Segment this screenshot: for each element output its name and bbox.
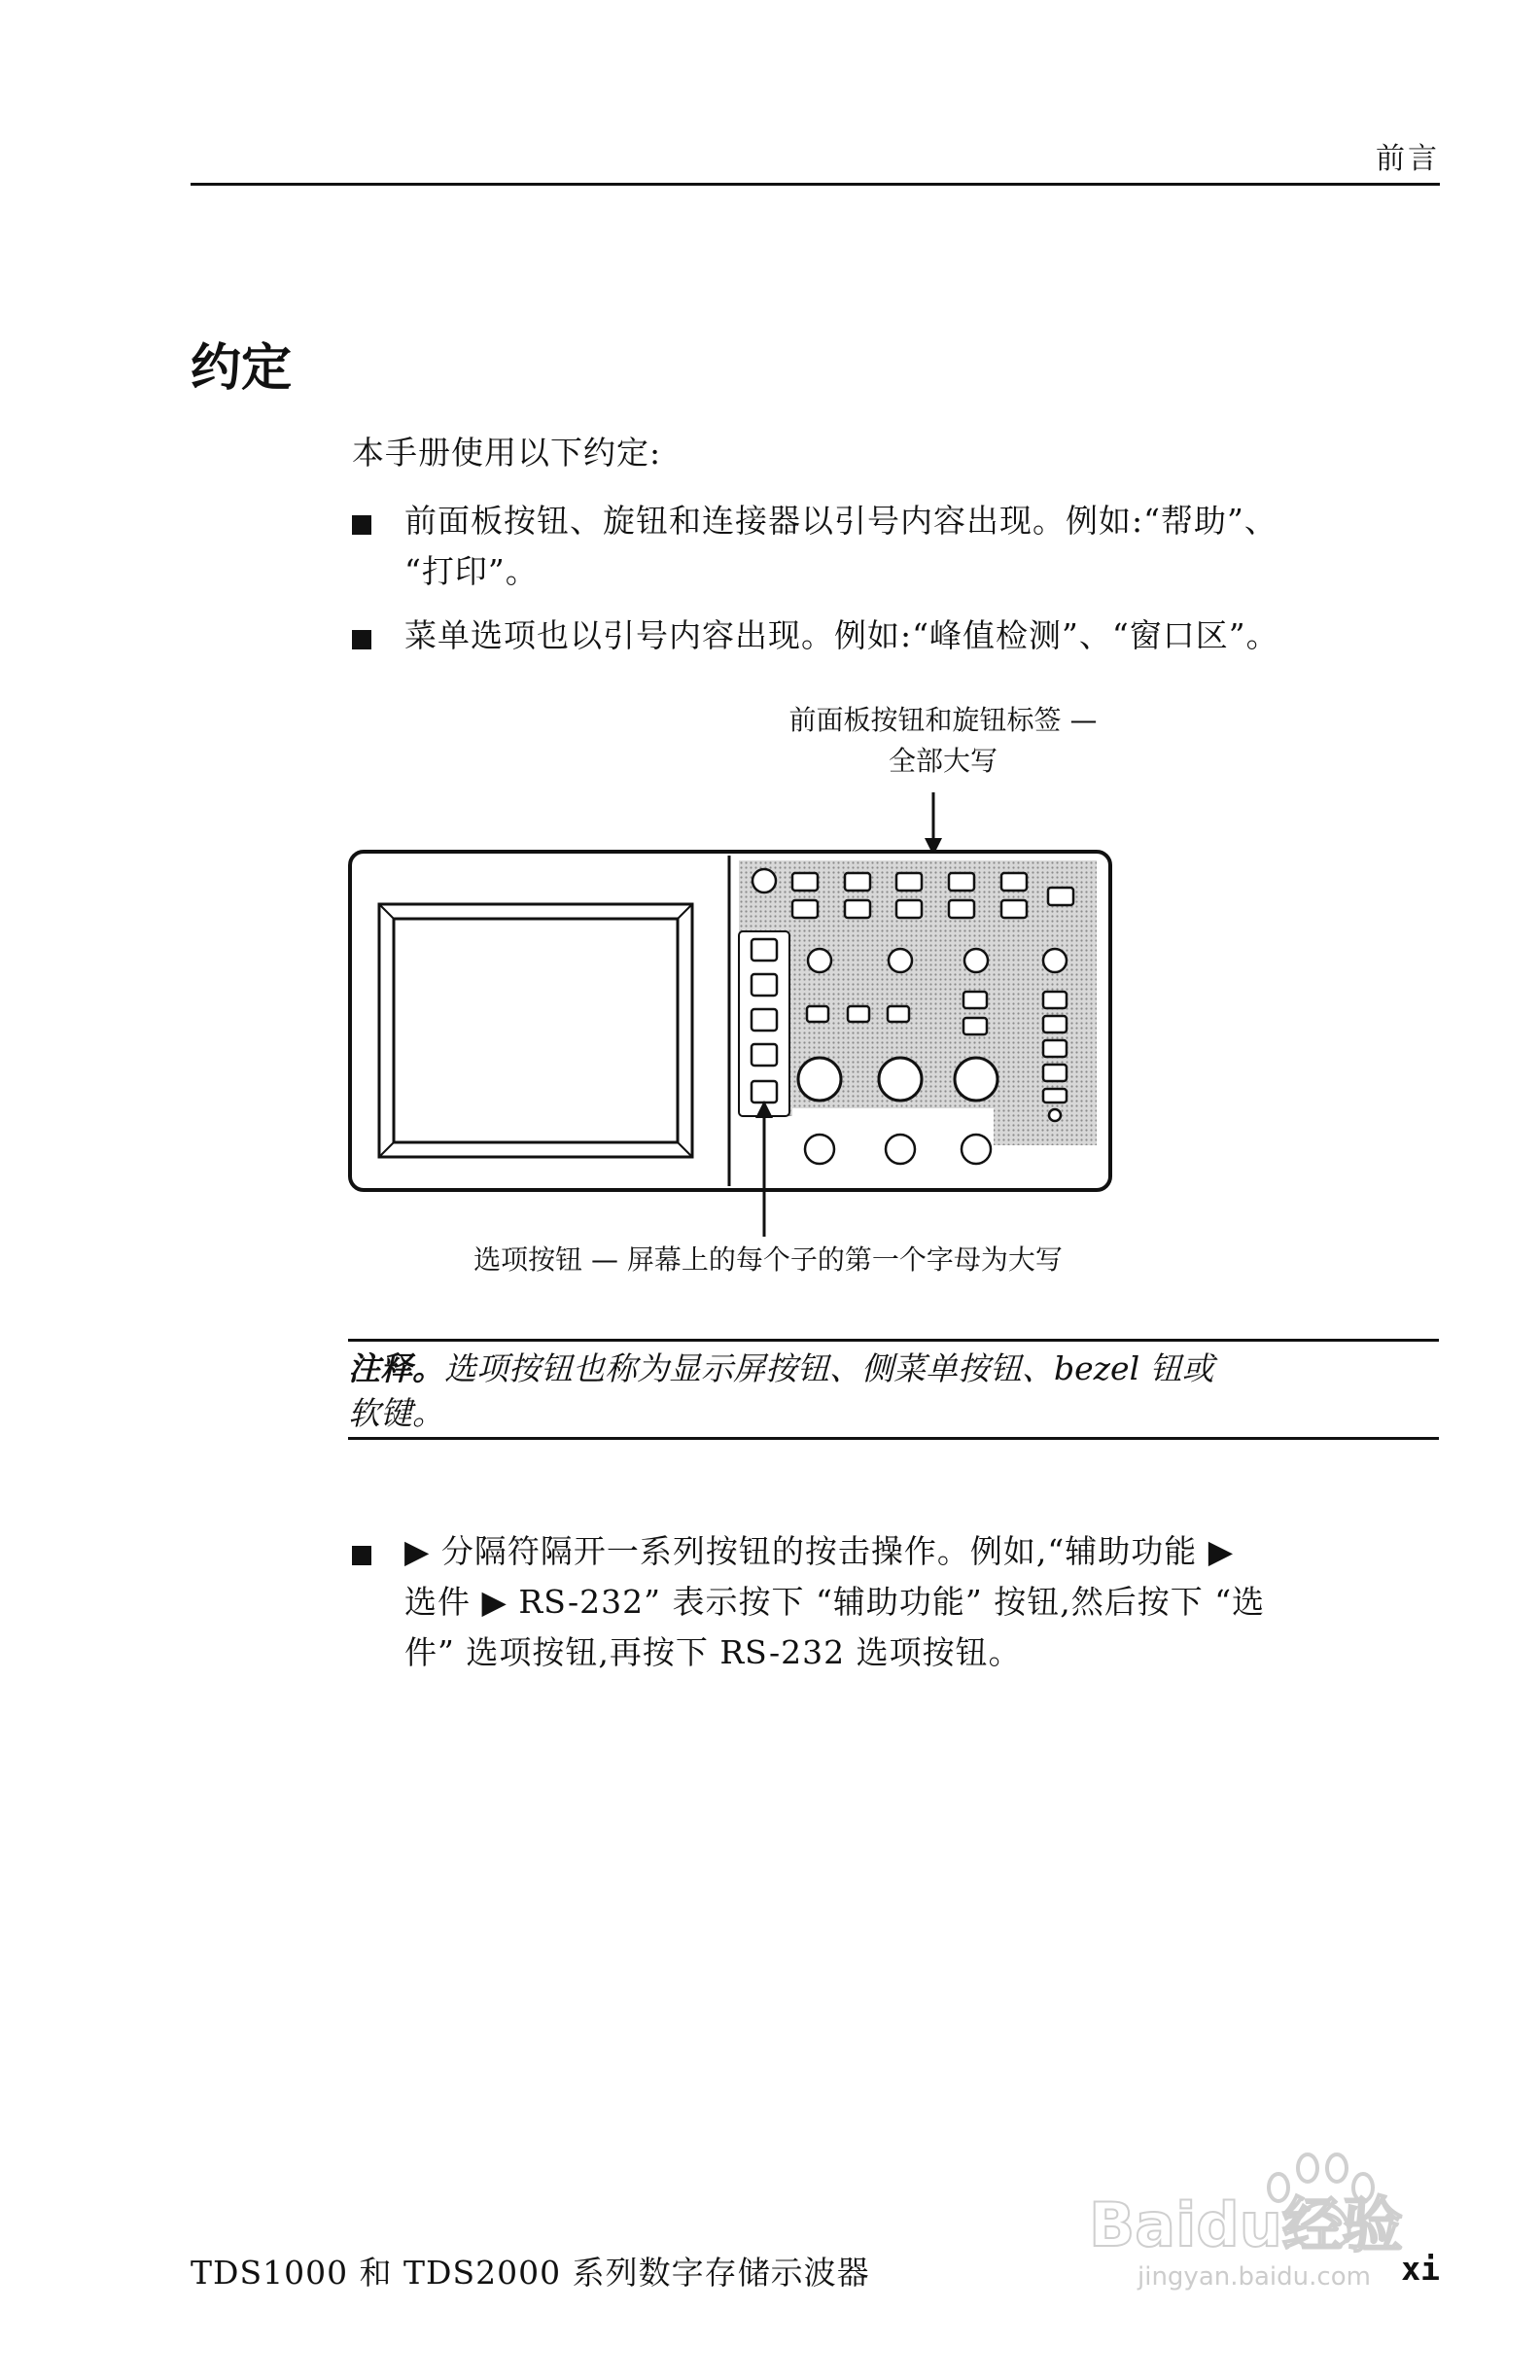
bullet-square bbox=[352, 1546, 371, 1565]
caption-line: 全部大写 bbox=[888, 745, 998, 777]
footer-title: TDS1000 和 TDS2000 系列数字存储示波器 bbox=[191, 2254, 870, 2292]
note-bottom-rule bbox=[348, 1437, 1439, 1440]
note-block bbox=[348, 1347, 1437, 1436]
display-screen bbox=[394, 919, 678, 1142]
large-knobs bbox=[798, 1058, 998, 1101]
watermark-brand: Baidu经验 bbox=[1089, 2189, 1403, 2260]
bullet-line: 件” 选项按钮,再按下 RS-232 选项按钮。 bbox=[404, 1633, 1022, 1671]
caption-line: 前面板按钮和旋钮标签 — bbox=[788, 704, 1098, 736]
note-label: 注释。 bbox=[348, 1349, 444, 1387]
bullet-line: 前面板按钮、旋钮和连接器以引号内容出现。例如:“帮助”、 bbox=[404, 502, 1278, 540]
intro-text: 本手册使用以下约定: bbox=[352, 434, 662, 472]
figure-bottom-caption: 选项按钮 — 屏幕上的每个子的第一个字母为大写 bbox=[473, 1243, 1063, 1276]
bullet-item bbox=[404, 1526, 1445, 1678]
running-header: 前言 bbox=[1376, 142, 1440, 176]
page-number: xi bbox=[1401, 2250, 1440, 2288]
watermark-url: jingyan.baidu.com bbox=[1138, 2262, 1371, 2292]
note-text: 软键。 bbox=[348, 1394, 444, 1432]
bullet-line: ▶ 分隔符隔开一系列按钮的按击操作。例如,“辅助功能 ▶ bbox=[404, 1532, 1235, 1570]
baidu-jingyan-watermark bbox=[1079, 2129, 1449, 2294]
bullet-line: 菜单选项也以引号内容出现。例如:“峰值检测”、“窗口区”。 bbox=[404, 616, 1279, 654]
note-top-rule bbox=[348, 1339, 1439, 1342]
bullet-line: “打印”。 bbox=[404, 552, 539, 590]
section-title: 约定 bbox=[191, 339, 293, 398]
bullet-line: 选件 ▶ RS-232” 表示按下 “辅助功能” 按钮,然后按下 “选 bbox=[404, 1583, 1266, 1621]
note-text: 选项按钮也称为显示屏按钮、侧菜单按钮、bezel 钮或 bbox=[444, 1349, 1214, 1387]
